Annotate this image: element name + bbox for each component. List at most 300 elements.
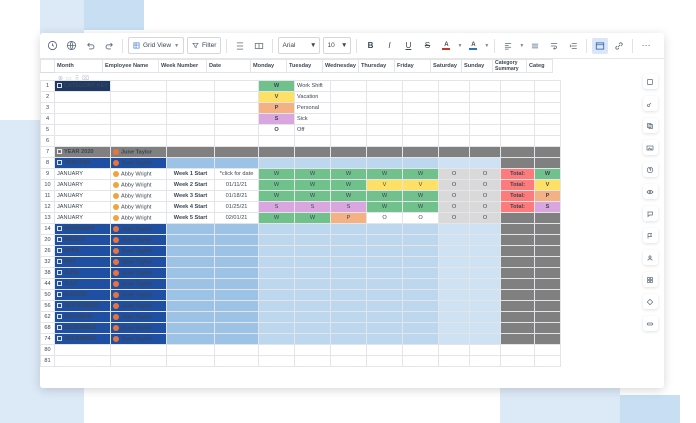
month-owner-cell[interactable] [111,224,167,235]
font-family-select[interactable] [278,37,320,54]
cell-grey[interactable] [501,279,535,290]
cell-empty[interactable] [535,81,561,92]
cell-blue[interactable] [367,224,403,235]
col-header-monday[interactable]: Monday [251,60,287,73]
cell-empty[interactable] [215,136,259,147]
wrap-text-icon[interactable] [546,38,562,54]
week-employee[interactable] [111,213,167,224]
copy-icon[interactable] [643,118,658,133]
expander-icon[interactable]: + [58,259,61,265]
col-header-sunday[interactable]: Sunday [462,60,493,73]
day-thursday[interactable]: V [367,180,403,191]
key-code-v[interactable]: V [259,92,295,103]
cell-empty[interactable] [295,345,331,356]
flag-icon[interactable] [643,228,658,243]
cell-grey[interactable] [501,224,535,235]
cell-empty[interactable] [295,356,331,367]
month-label-cell[interactable] [55,290,111,301]
cell-blue[interactable] [367,301,403,312]
undo-arrow-icon[interactable] [82,38,98,54]
grid-view-button[interactable] [128,37,184,54]
cell-empty[interactable] [501,125,535,136]
cell-empty[interactable] [259,136,295,147]
cell-empty[interactable] [470,114,501,125]
link-icon[interactable] [643,96,658,111]
filter-button[interactable] [187,37,221,54]
cell-blue[interactable] [167,257,215,268]
cell-blue[interactable] [331,301,367,312]
link-icon[interactable] [611,38,627,54]
week-employee[interactable] [111,191,167,202]
expander-icon[interactable]: + [58,314,61,320]
grid-icon[interactable] [643,272,658,287]
row-number[interactable]: 11 [41,191,55,202]
cell-blue[interactable] [403,257,439,268]
cell-empty[interactable] [55,136,111,147]
cell-grey[interactable] [501,268,535,279]
cell-blue[interactable] [403,279,439,290]
table-row-month[interactable] [41,246,561,257]
cell-blue[interactable] [295,268,331,279]
row-number[interactable]: 3 [41,103,55,114]
cell-blue[interactable] [259,235,295,246]
col-header-category[interactable]: Categ [527,60,553,73]
globe-icon[interactable] [63,38,79,54]
day-wednesday[interactable]: W [331,191,367,202]
cell-empty[interactable] [535,345,561,356]
cell-blue[interactable] [403,235,439,246]
font-size-select[interactable] [323,37,351,54]
cell-grey[interactable] [535,290,561,301]
expander-icon[interactable]: + [58,248,61,254]
cell-grey[interactable] [501,312,535,323]
row-height-icon[interactable] [232,38,248,54]
key-code-o[interactable]: O [259,125,295,136]
cell-blue[interactable] [295,224,331,235]
cell-empty[interactable] [367,136,403,147]
row-number[interactable]: 32 [41,257,55,268]
cell-empty[interactable] [470,103,501,114]
cell-blue[interactable] [167,224,215,235]
row-number[interactable]: 44 [41,279,55,290]
day-thursday[interactable]: W [367,191,403,202]
category-summary[interactable]: Total: [501,191,535,202]
month-owner-cell[interactable] [111,246,167,257]
day-monday[interactable]: W [259,213,295,224]
row-number[interactable]: 56 [41,301,55,312]
cell-empty[interactable] [55,125,111,136]
month-owner-cell[interactable] [111,235,167,246]
table-row[interactable] [41,81,561,92]
cell-blue[interactable] [295,334,331,345]
chevron-down-icon-fillcolor[interactable]: ▼ [484,42,490,49]
cell-empty[interactable] [331,114,367,125]
cell-blue[interactable] [439,312,470,323]
cell-grey[interactable] [535,334,561,345]
cell-blue[interactable] [470,257,501,268]
day-thursday[interactable]: W [367,169,403,180]
cell-grey[interactable] [535,224,561,235]
cell-empty[interactable] [331,136,367,147]
day-saturday[interactable]: O [439,213,470,224]
row-number[interactable]: 50 [41,290,55,301]
cell-empty[interactable] [535,103,561,114]
month-label-cell[interactable] [55,224,111,235]
expander-icon[interactable]: + [58,226,61,232]
cell-blue[interactable] [215,224,259,235]
cell-empty[interactable] [111,81,167,92]
row-number[interactable]: 6 [41,136,55,147]
cell-empty[interactable] [331,81,367,92]
table-row-month[interactable] [41,235,561,246]
expander-icon[interactable]: + [58,292,61,298]
col-header-employee[interactable]: Employee Name [103,60,159,73]
month-owner-cell[interactable] [111,334,167,345]
table-row[interactable] [41,180,561,191]
row-number[interactable]: 80 [41,345,55,356]
row-number[interactable]: 14 [41,224,55,235]
cell-empty[interactable] [215,92,259,103]
month-label-cell[interactable] [55,268,111,279]
month-label-cell[interactable] [55,257,111,268]
cell-blue[interactable] [439,257,470,268]
cell-grey[interactable] [295,147,331,158]
cell-empty[interactable] [331,92,367,103]
month-owner-cell[interactable] [111,257,167,268]
day-thursday[interactable]: O [367,213,403,224]
week-number[interactable]: Week 1 Start [167,169,215,180]
table-row-month[interactable] [41,334,561,345]
cell-empty[interactable] [403,81,439,92]
row-number[interactable]: 1 [41,81,55,92]
day-sunday[interactable]: O [470,213,501,224]
indent-icon[interactable] [565,38,581,54]
cell-grey[interactable] [501,334,535,345]
cell-blue[interactable] [403,312,439,323]
week-month[interactable]: JANUARY [55,191,111,202]
cell-grey[interactable] [535,279,561,290]
cell-blue[interactable] [215,158,259,169]
cell-grey[interactable] [535,147,561,158]
cell-grey[interactable] [501,257,535,268]
category-summary[interactable] [501,213,535,224]
table-row[interactable] [41,92,561,103]
table-row-month[interactable] [41,301,561,312]
cell-blue[interactable] [259,312,295,323]
cell-blue[interactable] [403,323,439,334]
category-cell[interactable]: S [535,202,561,213]
key-code-w[interactable]: W [259,81,295,92]
day-saturday[interactable]: O [439,169,470,180]
expander-icon[interactable]: + [58,336,61,342]
cell-blue[interactable] [367,290,403,301]
cell-empty[interactable] [403,125,439,136]
align-middle-icon[interactable] [527,38,543,54]
table-row-month[interactable] [41,323,561,334]
cell-empty[interactable] [470,81,501,92]
cell-blue[interactable] [470,235,501,246]
month-owner-cell[interactable] [111,290,167,301]
cell-blue[interactable] [367,312,403,323]
cell-empty[interactable] [215,345,259,356]
chevron-down-icon-textcolor[interactable]: ▼ [457,42,463,49]
bold-button[interactable]: B [367,41,374,50]
cell-blue[interactable] [439,301,470,312]
cell-empty[interactable] [535,92,561,103]
category-summary[interactable]: Total: [501,180,535,191]
cell-grey[interactable] [535,158,561,169]
cell-empty[interactable] [331,356,367,367]
row-number[interactable]: 62 [41,312,55,323]
cell-empty[interactable] [215,81,259,92]
col-header-friday[interactable]: Friday [395,60,431,73]
day-monday[interactable]: W [259,191,295,202]
cell-blue[interactable] [215,246,259,257]
cell-grey[interactable] [215,147,259,158]
cell-blue[interactable] [295,312,331,323]
cell-blue[interactable] [331,268,367,279]
cell-blue[interactable] [167,268,215,279]
cell-empty[interactable] [470,136,501,147]
week-month[interactable]: JANUARY [55,180,111,191]
cell-empty[interactable] [167,81,215,92]
cell-blue[interactable] [331,279,367,290]
cell-blue[interactable] [259,290,295,301]
cell-empty[interactable] [535,136,561,147]
cell-blue[interactable] [215,279,259,290]
month-label-cell[interactable] [55,235,111,246]
cell-empty[interactable] [55,345,111,356]
lock-icon[interactable]: ⌧ [82,76,90,82]
cell-blue[interactable] [367,323,403,334]
cell-grey[interactable] [501,290,535,301]
cell-grey[interactable] [535,323,561,334]
cell-blue[interactable] [403,290,439,301]
cell-blue[interactable] [439,235,470,246]
table-row[interactable] [41,114,561,125]
category-cell[interactable]: P [535,191,561,202]
cell-blue[interactable] [259,279,295,290]
col-header-category-summary[interactable]: Category Summary [493,60,527,73]
chevron-down-icon-align[interactable]: ▼ [519,42,525,49]
cell-empty[interactable] [111,136,167,147]
cell-blue[interactable] [403,268,439,279]
cell-blue[interactable] [215,323,259,334]
expander-icon[interactable]: + [58,281,61,287]
cell-empty[interactable] [215,114,259,125]
week-month[interactable]: JANUARY [55,169,111,180]
cell-grey[interactable] [470,147,501,158]
cell-blue[interactable] [367,279,403,290]
cell-empty[interactable] [403,114,439,125]
cell-blue[interactable] [439,279,470,290]
cell-empty[interactable] [215,103,259,114]
key-code-s[interactable]: S [259,114,295,125]
day-friday[interactable]: W [403,191,439,202]
cell-empty[interactable] [167,125,215,136]
cell-blue[interactable] [331,257,367,268]
cell-blue[interactable] [167,158,215,169]
cell-empty[interactable] [470,125,501,136]
cell-empty[interactable] [167,103,215,114]
undo-circle-icon[interactable] [44,38,60,54]
cell-blue[interactable] [295,290,331,301]
month-label-cell[interactable] [55,246,111,257]
cell-grey[interactable] [331,147,367,158]
table-row[interactable] [41,202,561,213]
key-label-w[interactable]: Work Shift [295,81,331,92]
table-row-month[interactable] [41,268,561,279]
cell-blue[interactable] [367,235,403,246]
cell-grey[interactable] [501,147,535,158]
key-code-p[interactable]: P [259,103,295,114]
day-friday[interactable]: W [403,202,439,213]
cell-blue[interactable] [295,158,331,169]
day-monday[interactable]: W [259,180,295,191]
cell-empty[interactable] [295,136,331,147]
cell-empty[interactable] [535,114,561,125]
text-color-button[interactable] [438,38,454,54]
year-owner-cell[interactable] [111,147,167,158]
merge-cells-icon[interactable] [251,38,267,54]
row-number[interactable]: 81 [41,356,55,367]
cell-blue[interactable] [167,290,215,301]
category-cell[interactable] [535,213,561,224]
move-icon[interactable]: ⠿ [74,76,80,82]
expander-icon[interactable]: + [58,270,61,276]
cell-blue[interactable] [367,257,403,268]
day-wednesday[interactable]: W [331,169,367,180]
cell-blue[interactable] [403,224,439,235]
cell-blue[interactable] [259,224,295,235]
expander-icon[interactable]: + [58,303,61,309]
cell-empty[interactable] [470,356,501,367]
cell-empty[interactable] [367,103,403,114]
person-icon[interactable] [643,250,658,265]
cell-blue[interactable] [331,246,367,257]
cell-blue[interactable] [259,268,295,279]
cell-blue[interactable] [167,246,215,257]
day-tuesday[interactable]: W [295,180,331,191]
cell-grey[interactable] [535,268,561,279]
cell-empty[interactable] [501,103,535,114]
row-number[interactable]: 74 [41,334,55,345]
cell-blue[interactable] [331,323,367,334]
image-icon[interactable] [643,140,658,155]
day-wednesday[interactable]: P [331,213,367,224]
day-thursday[interactable]: W [367,202,403,213]
day-saturday[interactable]: O [439,202,470,213]
cell-empty[interactable] [215,125,259,136]
cell-empty[interactable] [331,345,367,356]
expander-icon[interactable]: + [58,325,61,331]
table-row-month[interactable] [41,279,561,290]
category-summary[interactable]: Total: [501,169,535,180]
january-owner-cell[interactable] [111,158,167,169]
col-header-thursday[interactable]: Thursday [359,60,395,73]
row-number[interactable]: 5 [41,125,55,136]
help-icon[interactable] [643,162,658,177]
cell-empty[interactable] [535,356,561,367]
cell-blue[interactable] [439,334,470,345]
cell-empty[interactable] [501,345,535,356]
cell-empty[interactable] [439,125,470,136]
cell-blue[interactable] [367,334,403,345]
cell-blue[interactable] [295,279,331,290]
cell-blue[interactable] [167,235,215,246]
cell-empty[interactable] [259,345,295,356]
cell-empty[interactable] [367,92,403,103]
cell-grey[interactable] [367,147,403,158]
month-label-cell[interactable] [55,334,111,345]
january-label-cell[interactable] [55,158,111,169]
chat-icon[interactable] [643,206,658,221]
day-sunday[interactable]: O [470,202,501,213]
week-employee[interactable] [111,169,167,180]
table-row-month[interactable] [41,224,561,235]
cell-blue[interactable] [367,246,403,257]
comment-icon[interactable]: ▭ [66,76,72,82]
day-saturday[interactable]: O [439,191,470,202]
col-header-tuesday[interactable]: Tuesday [287,60,323,73]
cell-blue[interactable] [470,301,501,312]
cell-blue[interactable] [259,158,295,169]
cell-blue[interactable] [439,224,470,235]
key-label-s[interactable]: Sick [295,114,331,125]
cell-grey[interactable] [501,301,535,312]
day-friday[interactable]: V [403,180,439,191]
month-label-cell[interactable] [55,279,111,290]
cell-blue[interactable] [439,246,470,257]
cell-blue[interactable] [439,323,470,334]
cell-empty[interactable] [470,92,501,103]
cell-blue[interactable] [470,158,501,169]
cell-grey[interactable] [535,235,561,246]
cell-grey[interactable] [167,147,215,158]
cell-empty[interactable] [331,125,367,136]
row-number[interactable]: 26 [41,246,55,257]
row-number[interactable]: 13 [41,213,55,224]
cell-empty[interactable] [111,125,167,136]
day-friday[interactable]: O [403,213,439,224]
row-number[interactable]: 2 [41,92,55,103]
row-number[interactable]: 20 [41,235,55,246]
sheet-area[interactable] [40,59,664,388]
cell-blue[interactable] [215,268,259,279]
cell-blue[interactable] [470,279,501,290]
table-row[interactable] [41,191,561,202]
cell-blue[interactable] [470,224,501,235]
day-monday[interactable]: W [259,169,295,180]
cell-empty[interactable] [55,92,111,103]
expander-icon-year[interactable]: − [58,149,61,155]
cell-blue[interactable] [331,158,367,169]
cell-empty[interactable] [403,356,439,367]
cell-blue[interactable] [295,235,331,246]
cell-empty[interactable] [111,114,167,125]
day-sunday[interactable]: O [470,191,501,202]
week-employee[interactable] [111,202,167,213]
cell-blue[interactable] [295,246,331,257]
cell-empty[interactable] [470,345,501,356]
month-owner-cell[interactable] [111,279,167,290]
month-owner-cell[interactable] [111,301,167,312]
cell-empty[interactable] [439,92,470,103]
strikethrough-button[interactable]: S [424,41,431,50]
cell-empty[interactable] [403,103,439,114]
cell-empty[interactable] [111,92,167,103]
cell-grey[interactable] [501,323,535,334]
